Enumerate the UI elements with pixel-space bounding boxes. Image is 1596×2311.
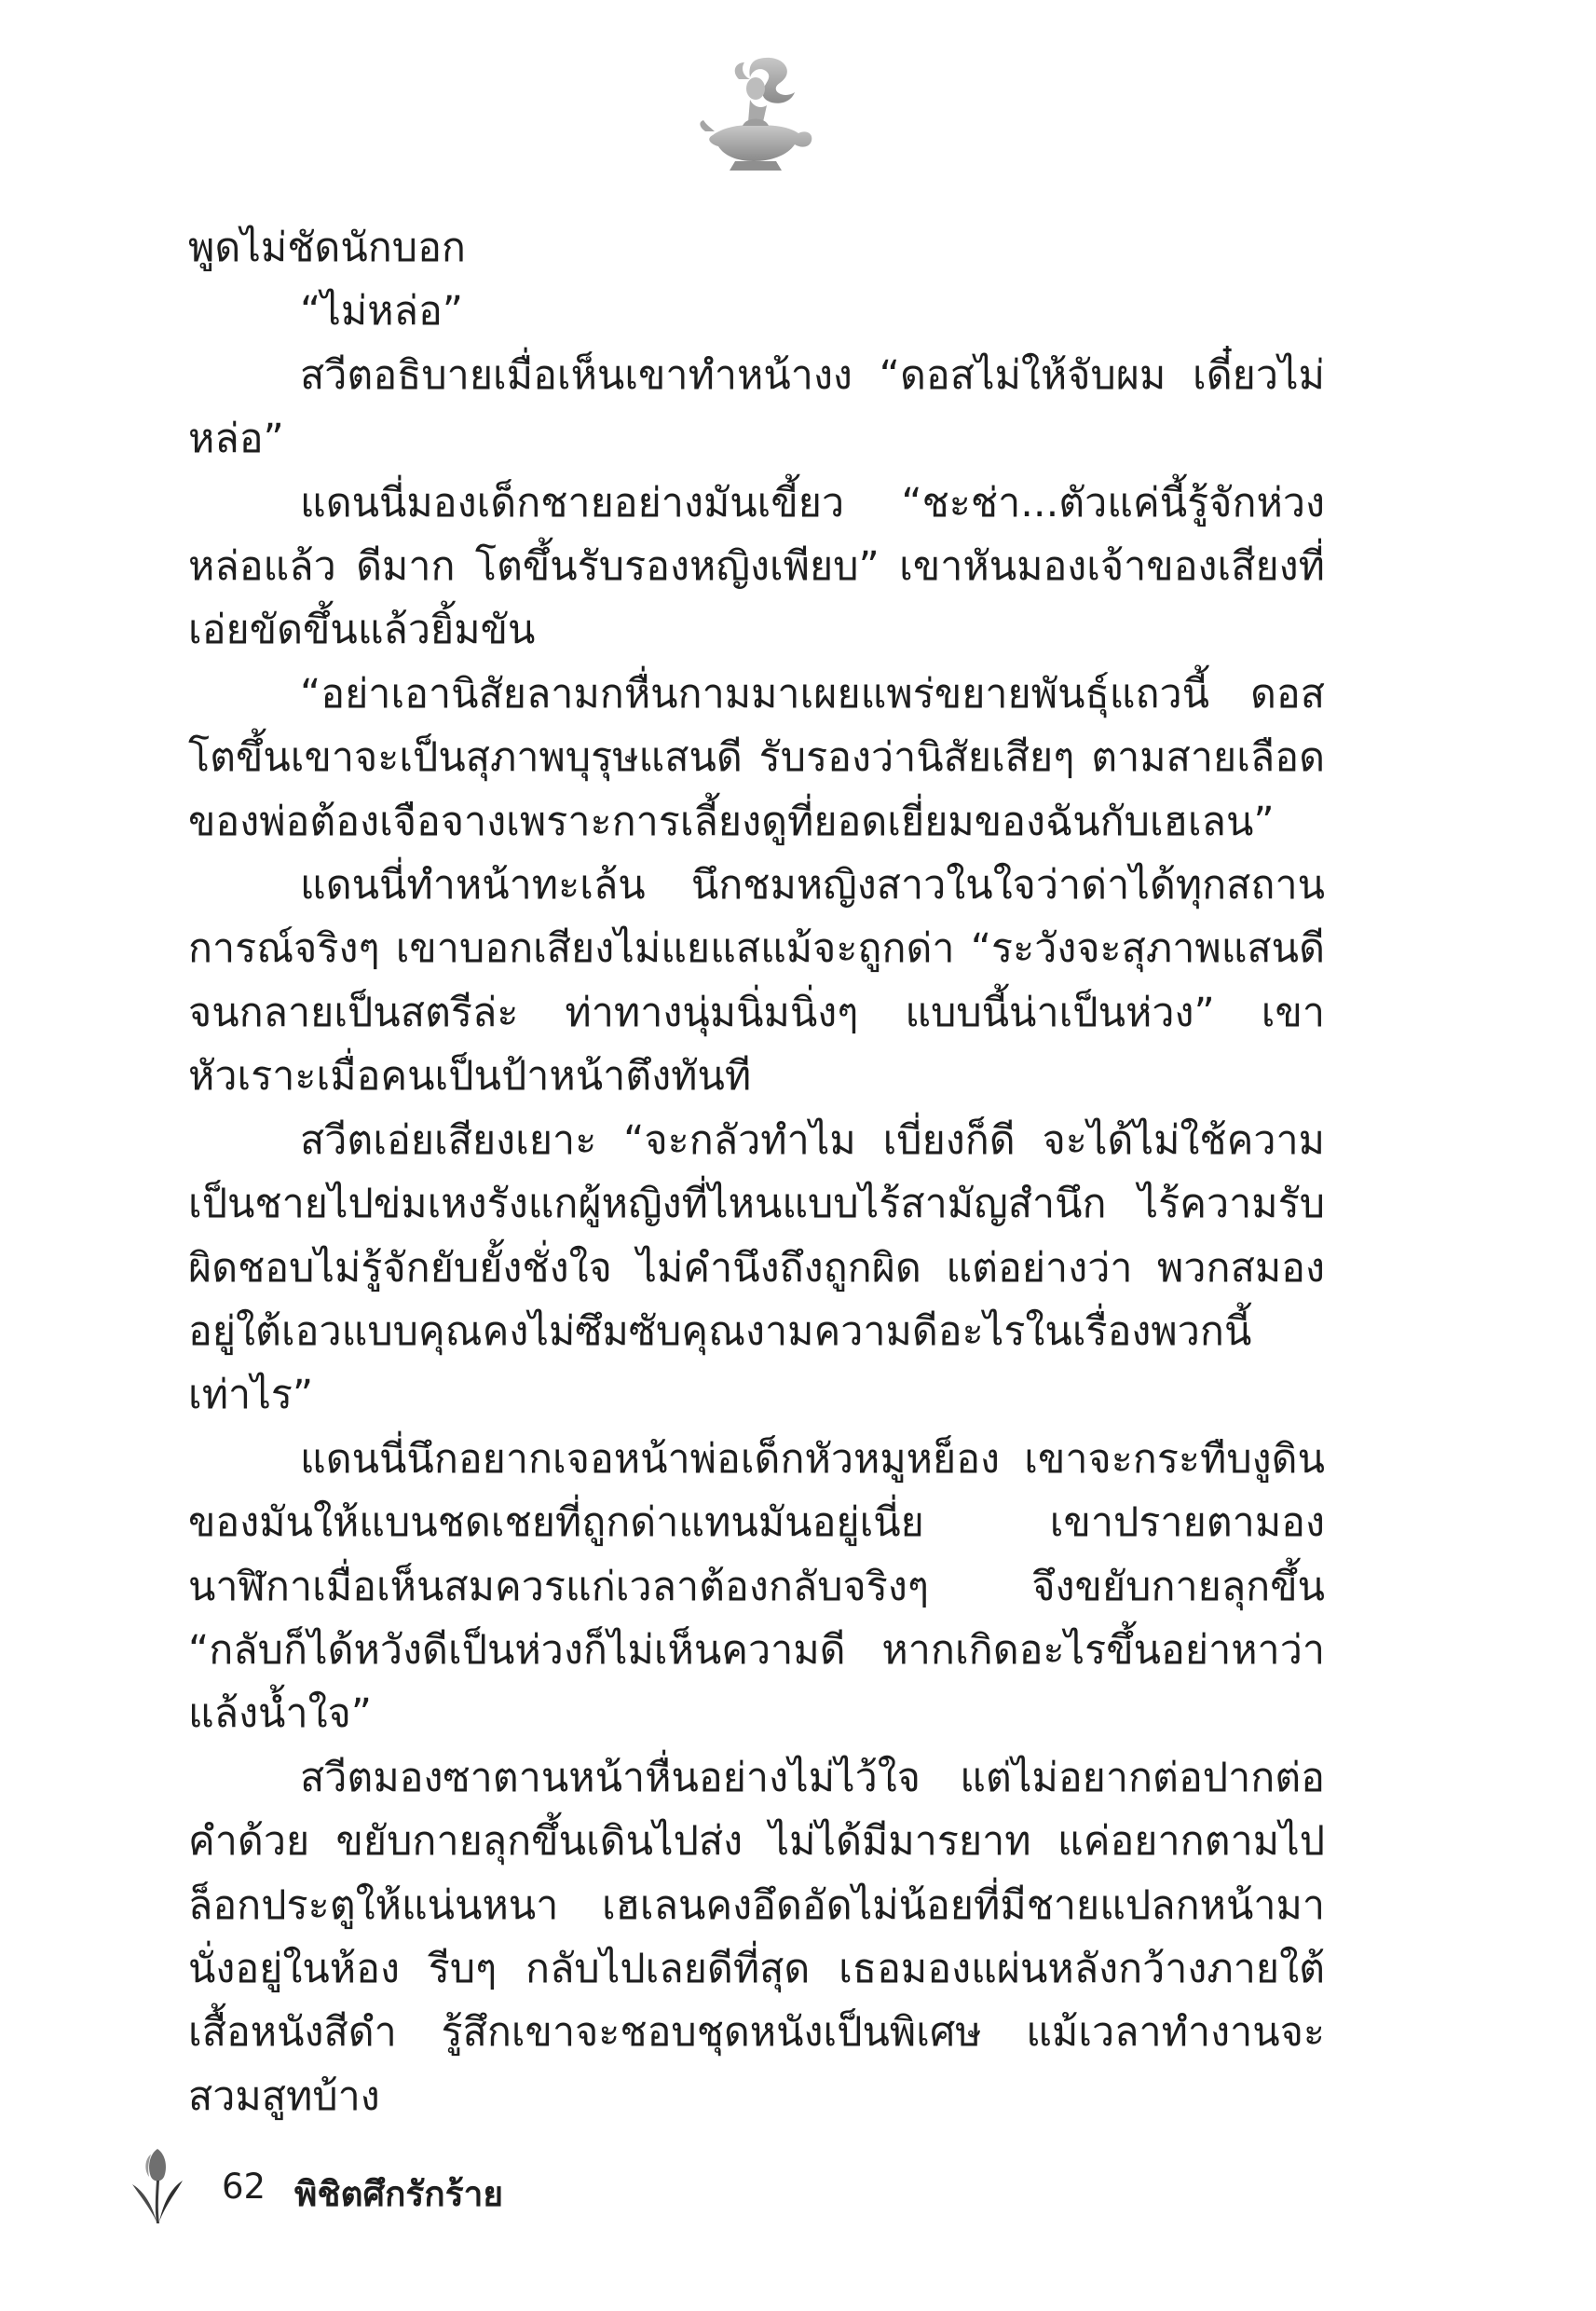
tulip-icon — [129, 2143, 186, 2225]
paragraph: แดนนี่ทำหน้าทะเล้น นึกชมหญิงสาวในใจว่าด่าได้ทุกสถานการณ์จริงๆ เขาบอกเสียงไม่แยแสแม้จะถูกด่า “ระวังจะสุภาพแสนดีจนกลายเป็นสตรีล่ะ ท่าทางนุ่มนิ่มนิ่งๆ แบบนี้น่าเป็นห่วง” เขาหัวเราะเมื่อคนเป็นป้าหน้าตึงทันที — [188, 862, 1325, 1101]
paragraph: พูดไม่ชัดนักบอก — [188, 225, 466, 271]
chapter-body-text — [188, 216, 1325, 2128]
paragraph: สวีตมองซาตานหน้าหื่นอย่างไม่ไว้ใจ แต่ไม่อยากต่อปากต่อคำด้วย ขยับกายลุกขึ้นเดินไปส่ง ไม่ได้มีมารยาท แค่อยากตามไปล็อกประตูให้แน่นหนา เฮเลนคงอึดอัดไม่น้อยที่มีชายแปลกหน้ามานั่งอยู่ในห้อง รีบๆ กลับไปเลยดีที่สุด เธอมองแผ่นหลังกว้างภายใต้เสื้อหนังสีดำ รู้สึกเขาจะชอบชุดหนังเป็นพิเศษ แม้เวลาทำงานจะสวมสูทบ้าง — [188, 1754, 1325, 2120]
paragraph: แดนนี่นึกอยากเจอหน้าพ่อเด็กหัวหมูหย็อง เขาจะกระทืบงูดินของมันให้แบนชดเชยที่ถูกด่าแทนมันอยู่เนี่ย เขาปรายตามองนาฬิกาเมื่อเห็นสมควรแก่เวลาต้องกลับจริงๆ จึงขยับกายลุกขึ้น “กลับก็ได้หวังดีเป็นห่วงก็ไม่เห็นความดี หากเกิดอะไรขึ้นอย่าหาว่าแล้งน้ำใจ” — [188, 1435, 1325, 1738]
paragraph: สวีตเอ่ยเสียงเยาะ “จะกลัวทำไม เบี่ยงก็ดี จะได้ไม่ใช้ความเป็นชายไปข่มเหงรังแกผู้หญิงที่ไหนแบบไร้สามัญสำนึก ไร้ความรับผิดชอบไม่รู้จักยับยั้งชั่งใจ ไม่คำนึงถึงถูกผิด แต่อย่างว่า พวกสมองอยู่ใต้เอวแบบคุณคงไม่ซึมซับคุณงามความดีอะไรในเรื่องพวกนี้เท่าไร” — [188, 1116, 1325, 1419]
paragraph: สวีตอธิบายเมื่อเห็นเขาทำหน้างง “ดอสไม่ให้จับผม เดี๋ยวไม่หล่อ” — [188, 351, 1325, 463]
paragraph: “อย่าเอานิสัยลามกหื่นกามมาเผยแพร่ขยายพันธุ์แถวนี้ ดอสโตขึ้นเขาจะเป็นสุภาพบุรุษแสนดี รับรองว่านิสัยเสียๆ ตามสายเลือดของพ่อต้องเจือจางเพราะการเลี้ยงดูที่ยอดเยี่ยมของฉันกับเฮเลน” — [188, 670, 1325, 845]
lamp-ornament-icon — [694, 51, 820, 177]
page-number: 62 — [222, 2167, 266, 2207]
paragraph: แดนนี่มองเด็กชายอย่างมันเขี้ยว “ชะช่า...ตัวแค่นี้รู้จักห่วงหล่อแล้ว ดีมาก โตขึ้นรับรองหญิงเพียบ” เขาหันมองเจ้าของเสียงที่เอ่ยขัดขึ้นแล้วยิ้มขัน — [188, 479, 1325, 654]
book-title: พิชิตศึกรักร้าย — [294, 2174, 504, 2214]
paragraph: “ไม่หล่อ” — [300, 288, 464, 335]
page-footer — [129, 2143, 781, 2227]
